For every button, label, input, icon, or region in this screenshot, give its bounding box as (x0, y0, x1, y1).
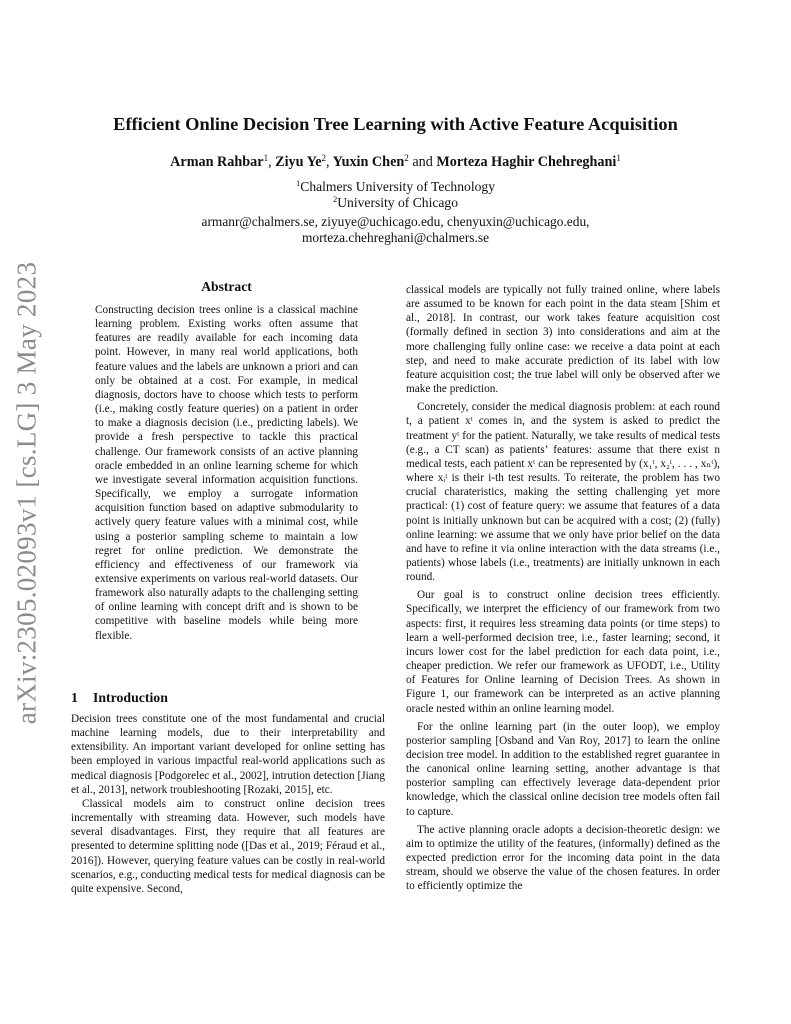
section-heading (71, 690, 168, 706)
body-paragraph: Classical models aim to construct online decision trees incrementally with streaming data. However, such models have several disadvantages. First, they require that all features are presented to determine splitting node ([Das et al., 2019; Féraud et al., 2016]). However, querying feature values can be costly in real-world scenarios, e.g., conducting medical tests for medical diagnosis can be quite expensive. Second, (71, 797, 385, 895)
paper-title: Efficient Online Decision Tree Learning with Active Feature Acquisition (113, 114, 678, 134)
body-paragraph: classical models are typically not fully trained online, where labels are assumed to be known for each point in the data steam [Shim et al., 2018]. In contrast, our work takes feature acquisition cost (formally defined in section 3) into considerations and aim at the more challenging fully online case: we receive a data point at each step, and need to make accurate prediction of its label with low feature acquisition cost; the true label will only be observed after we make the prediction. (406, 284, 720, 396)
abstract-body (95, 303, 358, 643)
right-column (406, 283, 720, 894)
author-affiliation-mark: 2 (321, 153, 327, 163)
affiliation (0, 178, 791, 195)
affiliation-name: Chalmers University of Technology (300, 179, 495, 194)
email-line: morteza.chehreghani@chalmers.se (301, 230, 490, 245)
arxiv-id[interactable]: arXiv:2305.02093v1 [cs.LG] 3 May 2023 (11, 261, 42, 725)
affiliation-number: 1 (296, 178, 301, 188)
body-paragraph: Concretely, consider the medical diagnosis problem: at each round t, a patient xᵗ comes in, and the system is asked to predict the treatment yᵗ for the patient. Naturally, we take results of medical tests (e.g., a CT scan) as patients’ features: assume that there exist n medical tests, each patient xᵗ can be represented by (x₁ᵗ, x₂ᵗ, . . . , xₙᵗ), where xᵢᵗ is their i-th test results. To reiterate, the problem has two crucial charateristics, making the setting challenging yet more practical: (1) cost of feature query: we assume that features of a data point is initially unknown but can be acquired with a cost; (2) (fully) online learning: we assume that we only have prior belief on the data and have to refine it via online interaction with the data streams (i.e., patients) whose labels (i.e., treatments) are initially unknown in each round. (406, 401, 720, 584)
arxiv-stamp (8, 261, 46, 725)
body-paragraph: The active planning oracle adopts a decision-theoretic design: we aim to optimize the utility of the features, (informally) defined as the expected prediction error for the incoming data point in the data stream, should we observe the value of the chosen features. In order to efficiently optimize the (406, 823, 720, 893)
intro-column (71, 712, 385, 896)
abstract-heading: Abstract (201, 279, 252, 294)
author-affiliation-mark: 2 (404, 153, 409, 163)
author-list (0, 153, 791, 171)
affiliation (0, 194, 791, 211)
body-paragraph: Our goal is to construct online decision trees efficiently. Specifically, we interpret the efficiency of our framework from two aspects: first, it requires less streaming data points (or time steps) to learn a well-performed decision tree, i.e., faster learning; second, it incurs lower cost for the label prediction for each data point, i.e., cheaper prediction. We refer our framework as UFODT, i.e., Utility of Features for Online learning of Decision Trees. As shown in Figure 1, our framework can be interpreted as an active planning oracle nested within an online learning model. (406, 589, 720, 715)
author-affiliation-mark: 1 (616, 153, 621, 163)
email-line: armanr@chalmers.se, ziyuye@uchicago.edu, chenyuxin@uchicago.edu, (201, 214, 590, 229)
abstract-text: Constructing decision trees online is a classical machine learning problem. Existing works often assume that features are readily available for each incoming data point. However, in many real world applications, both feature values and the labels are unknown a priori and can only be obtained at a cost. For example, in medical diagnosis, doctors have to choose which tests to perform (i.e., making costly feature queries) on a patient in order to make a diagnosis decision (i.e., predicting labels). We provide a fresh perspective to tackle this practical challenge. Our framework consists of an active planning oracle embedded in an online learning scheme for which we investigate several information acquisition functions. Specifically, we employ a surrogate information acquisition function based on adaptive submodularity to actively query feature values with a minimal cost, while using a posterior sampling scheme to maintain a low regret for online prediction. We demonstrate the efficiency and effectiveness of our framework via extensive experiments on various real-world datasets. Our framework also naturally adapts to the challenging setting of online learning with concept drift and is shown to be competitive with baseline models while being more flexible. (95, 304, 358, 642)
author-name: Yuxin Chen (332, 154, 405, 170)
affiliation-number: 2 (332, 194, 338, 204)
affiliation-name: University of Chicago (337, 195, 459, 210)
author-and: and (412, 154, 433, 170)
author-name: Ziyu Ye (275, 154, 322, 170)
author-name: Morteza Haghir Chehreghani (436, 154, 617, 170)
author-separator: , (326, 154, 330, 170)
author-affiliation-mark: 1 (263, 153, 269, 163)
author-name: Arman Rahbar (170, 154, 264, 170)
author-separator: , (268, 154, 272, 170)
body-paragraph: For the online learning part (in the outer loop), we employ posterior sampling [Osband and Van Roy, 2017] to learn the online decision tree model. In addition to the established regret guarantee in the canonical online learning setting, another advantage is that posterior sampling can effectively leverage data-dependent prior knowledge, which the classical online decision tree models often fail to capture. (406, 720, 720, 818)
body-paragraph: Decision trees constitute one of the most fundamental and crucial machine learning models, due to their interpretability and extensibility. An important variant developed for online setting has been employed in various impactful real-world applications such as medical diagnosis [Podgorelec et al., 2002], intrution detection [Jiang et al., 2013], network troubleshooting [Rozaki, 2015], etc. (71, 713, 385, 796)
section-number: 1 (71, 690, 78, 705)
section-title: Introduction (93, 690, 168, 705)
